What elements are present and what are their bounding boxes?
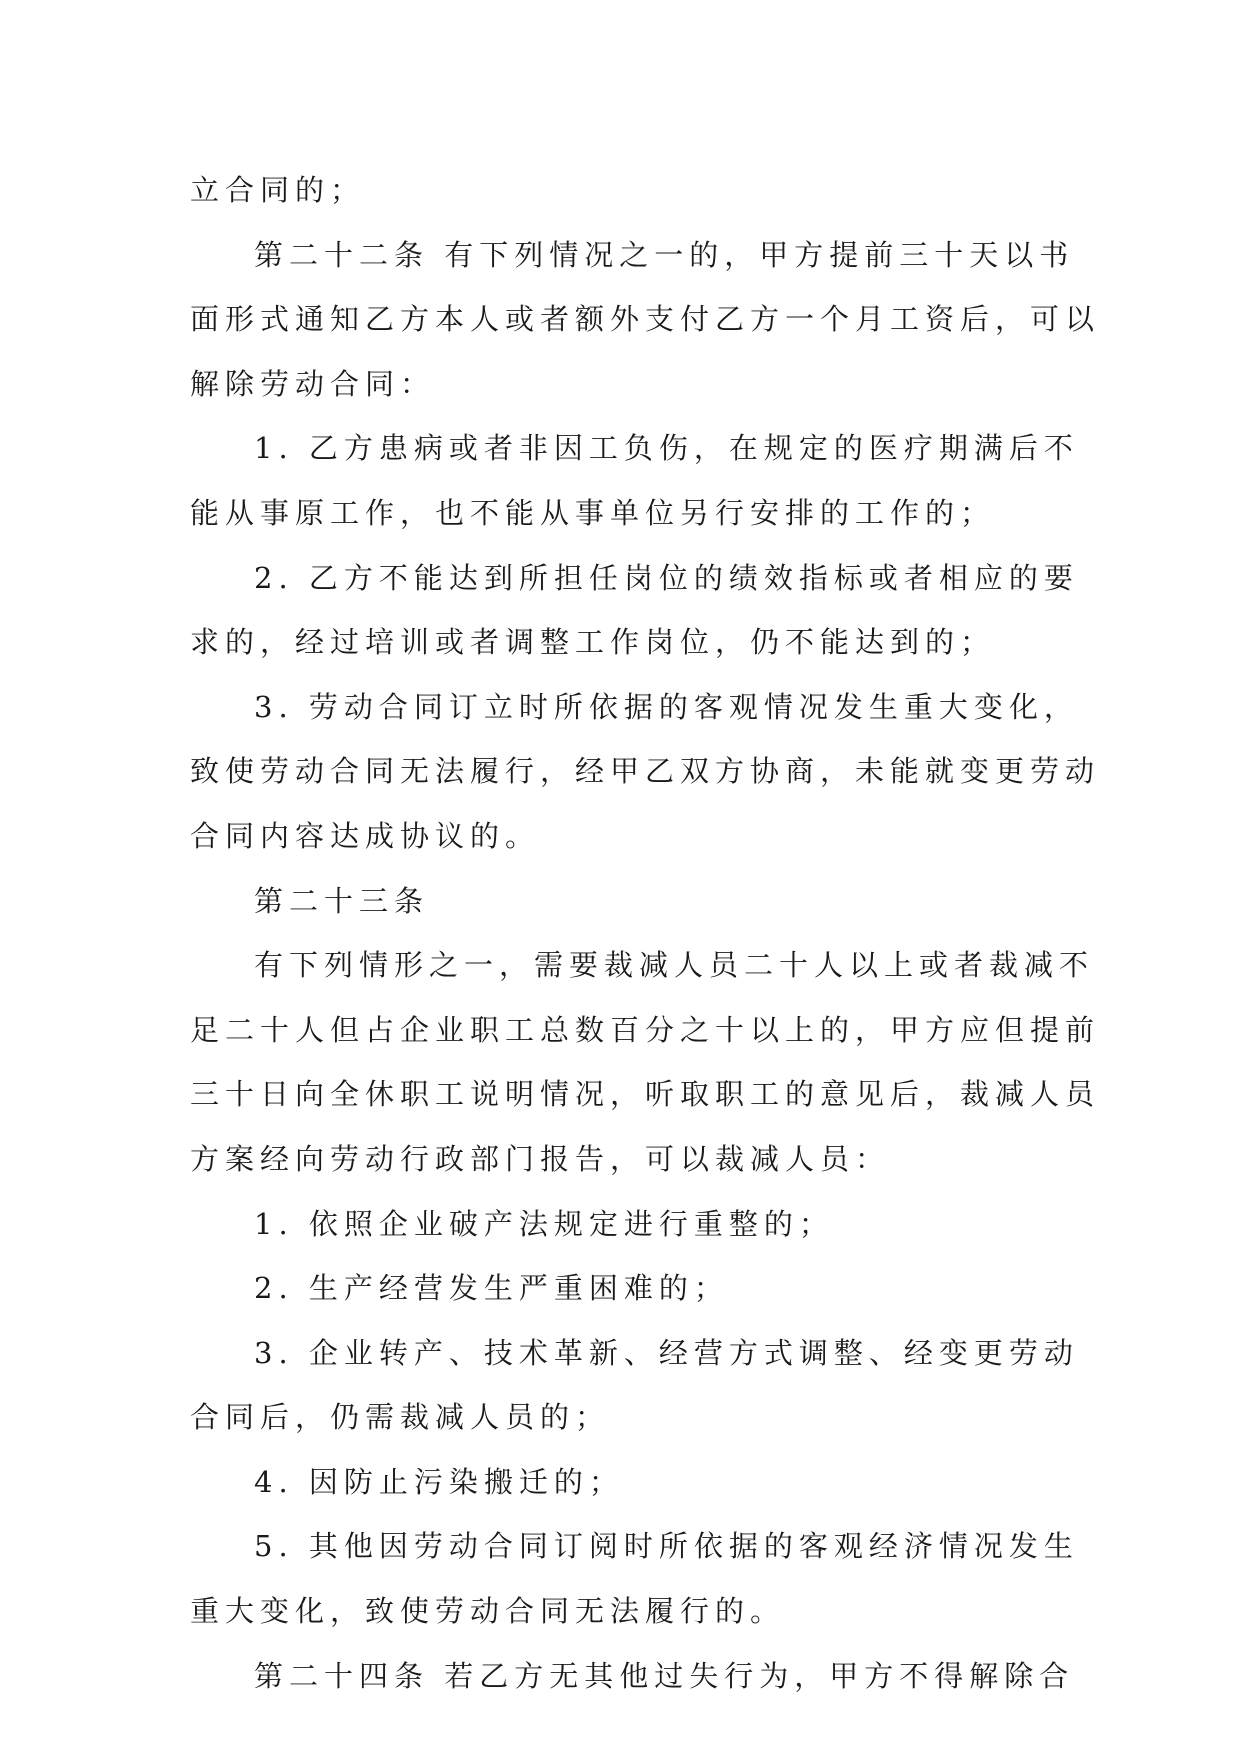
text-line-16: 方案经向劳动行政部门报告，可以裁减人员： — [190, 1141, 891, 1176]
text-line-10: 致使劳动合同无法履行，经甲乙双方协商，未能就变更劳动 — [190, 754, 1101, 789]
text-line-21: 4. 因防止污染搬迁的； — [254, 1464, 624, 1499]
text-line-20: 合同后，仍需裁减人员的； — [190, 1400, 611, 1435]
document-body — [190, 158, 1101, 1708]
text-line-6: 能从事原工作，也不能从事单位另行安排的工作的； — [190, 495, 996, 530]
text-line-12: 第二十三条 — [254, 883, 430, 918]
text-line-23: 重大变化，致使劳动合同无法履行的。 — [190, 1594, 786, 1629]
text-line-22: 5. 其他因劳动合同订阅时所依据的客观经济情况发生 — [254, 1529, 1079, 1564]
text-line-15: 三十日向全休职工说明情况，听取职工的意见后，裁减人员 — [190, 1077, 1101, 1112]
text-line-7: 2. 乙方不能达到所担任岗位的绩效指标或者相应的要 — [254, 560, 1079, 595]
text-line-19: 3. 企业转产、技术革新、经营方式调整、经变更劳动 — [254, 1335, 1079, 1370]
text-line-8: 求的，经过培训或者调整工作岗位，仍不能达到的； — [190, 625, 996, 660]
text-line-17: 1. 依照企业破产法规定进行重整的； — [254, 1206, 834, 1241]
text-line-24: 第二十四条 若乙方无其他过失行为，甲方不得解除合 — [254, 1658, 1075, 1693]
text-line-14: 足二十人但占企业职工总数百分之十以上的，甲方应但提前 — [190, 1012, 1101, 1047]
text-line-13: 有下列情形之一，需要裁减人员二十人以上或者裁减不 — [254, 948, 1095, 983]
text-line-2: 第二十二条 有下列情况之一的，甲方提前三十天以书 — [254, 237, 1075, 272]
text-line-3: 面形式通知乙方本人或者额外支付乙方一个月工资后，可以 — [190, 302, 1101, 337]
text-line-9: 3. 劳动合同订立时所依据的客观情况发生重大变化， — [254, 689, 1079, 724]
text-line-1: 立合同的； — [190, 173, 366, 207]
text-line-5: 1. 乙方患病或者非因工负伤，在规定的医疗期满后不 — [254, 431, 1079, 466]
text-line-18: 2. 生产经营发生严重困难的； — [254, 1271, 729, 1306]
text-line-11: 合同内容达成协议的。 — [190, 818, 541, 853]
text-line-4: 解除劳动合同： — [190, 366, 436, 401]
